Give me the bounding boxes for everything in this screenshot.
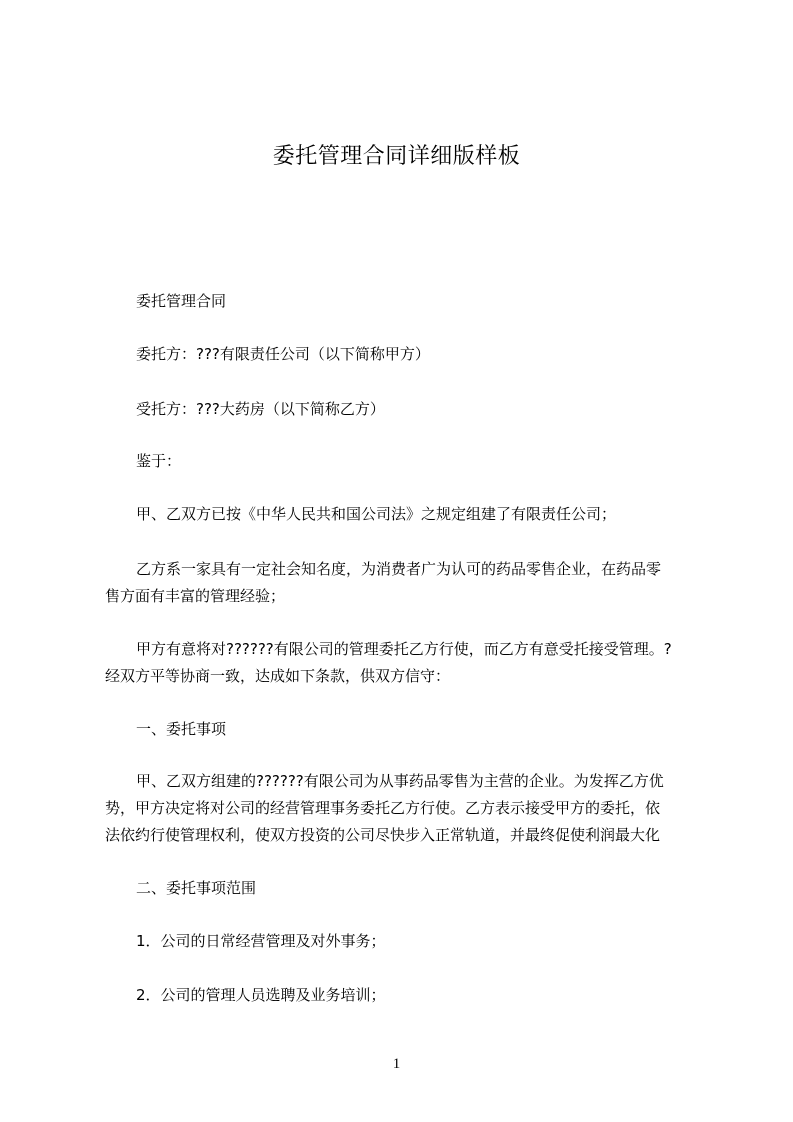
text-line: 委托管理合同 xyxy=(136,292,227,310)
paragraph-party-b-profile xyxy=(105,556,705,610)
document-title: 委托管理合同详细版样板 xyxy=(272,144,521,169)
text-line: 鉴于： xyxy=(136,452,182,470)
text-line: 甲、乙双方已按《中华人民共和国公司法》之规定组建了有限责任公司； xyxy=(136,505,617,523)
paragraph-trustee xyxy=(105,396,705,423)
text-line: 一、委托事项 xyxy=(136,720,227,738)
paragraph-company-law xyxy=(105,501,705,528)
paragraph-whereas xyxy=(105,448,705,475)
section-heading-scope xyxy=(105,875,705,902)
text-line: 甲方有意将对??????有限公司的管理委托乙方行使，而乙方有意受托接受管理。? xyxy=(136,640,672,658)
text-line: 委托方：???有限责任公司（以下简称甲方） xyxy=(136,345,430,363)
text-line: 受托方：???大药房（以下简称乙方） xyxy=(136,400,385,418)
text-line: 势，甲方决定将对公司的经营管理事务委托乙方行使。乙方表示接受甲方的委托，依 xyxy=(105,799,661,817)
text-line: 经双方平等协商一致，达成如下条款，供双方信守： xyxy=(105,667,451,685)
list-item-staff-selection xyxy=(105,982,705,1009)
paragraph-intent xyxy=(105,636,705,690)
text-line: 2．公司的管理人员选聘及业务培训； xyxy=(136,986,386,1004)
paragraph-contract-heading xyxy=(105,288,705,315)
page-number: 1 xyxy=(392,1056,401,1072)
text-line: 法依约行使管理权利，使双方投资的公司尽快步入正常轨道，并最终促使利润最大化 xyxy=(105,826,661,844)
text-line: 售方面有丰富的管理经验； xyxy=(105,587,286,605)
paragraph-entrusted-matters xyxy=(105,768,705,849)
paragraph-principal xyxy=(105,341,705,368)
section-heading-entrusted-matters xyxy=(105,716,705,743)
text-line: 1．公司的日常经营管理及对外事务； xyxy=(136,932,386,950)
text-line: 甲、乙双方组建的??????有限公司为从事药品零售为主营的企业。为发挥乙方优 xyxy=(136,772,664,790)
text-line: 二、委托事项范围 xyxy=(136,879,257,897)
text-line: 乙方系一家具有一定社会知名度，为消费者广为认可的药品零售企业，在药品零 xyxy=(136,560,662,578)
list-item-daily-operations xyxy=(105,928,705,955)
